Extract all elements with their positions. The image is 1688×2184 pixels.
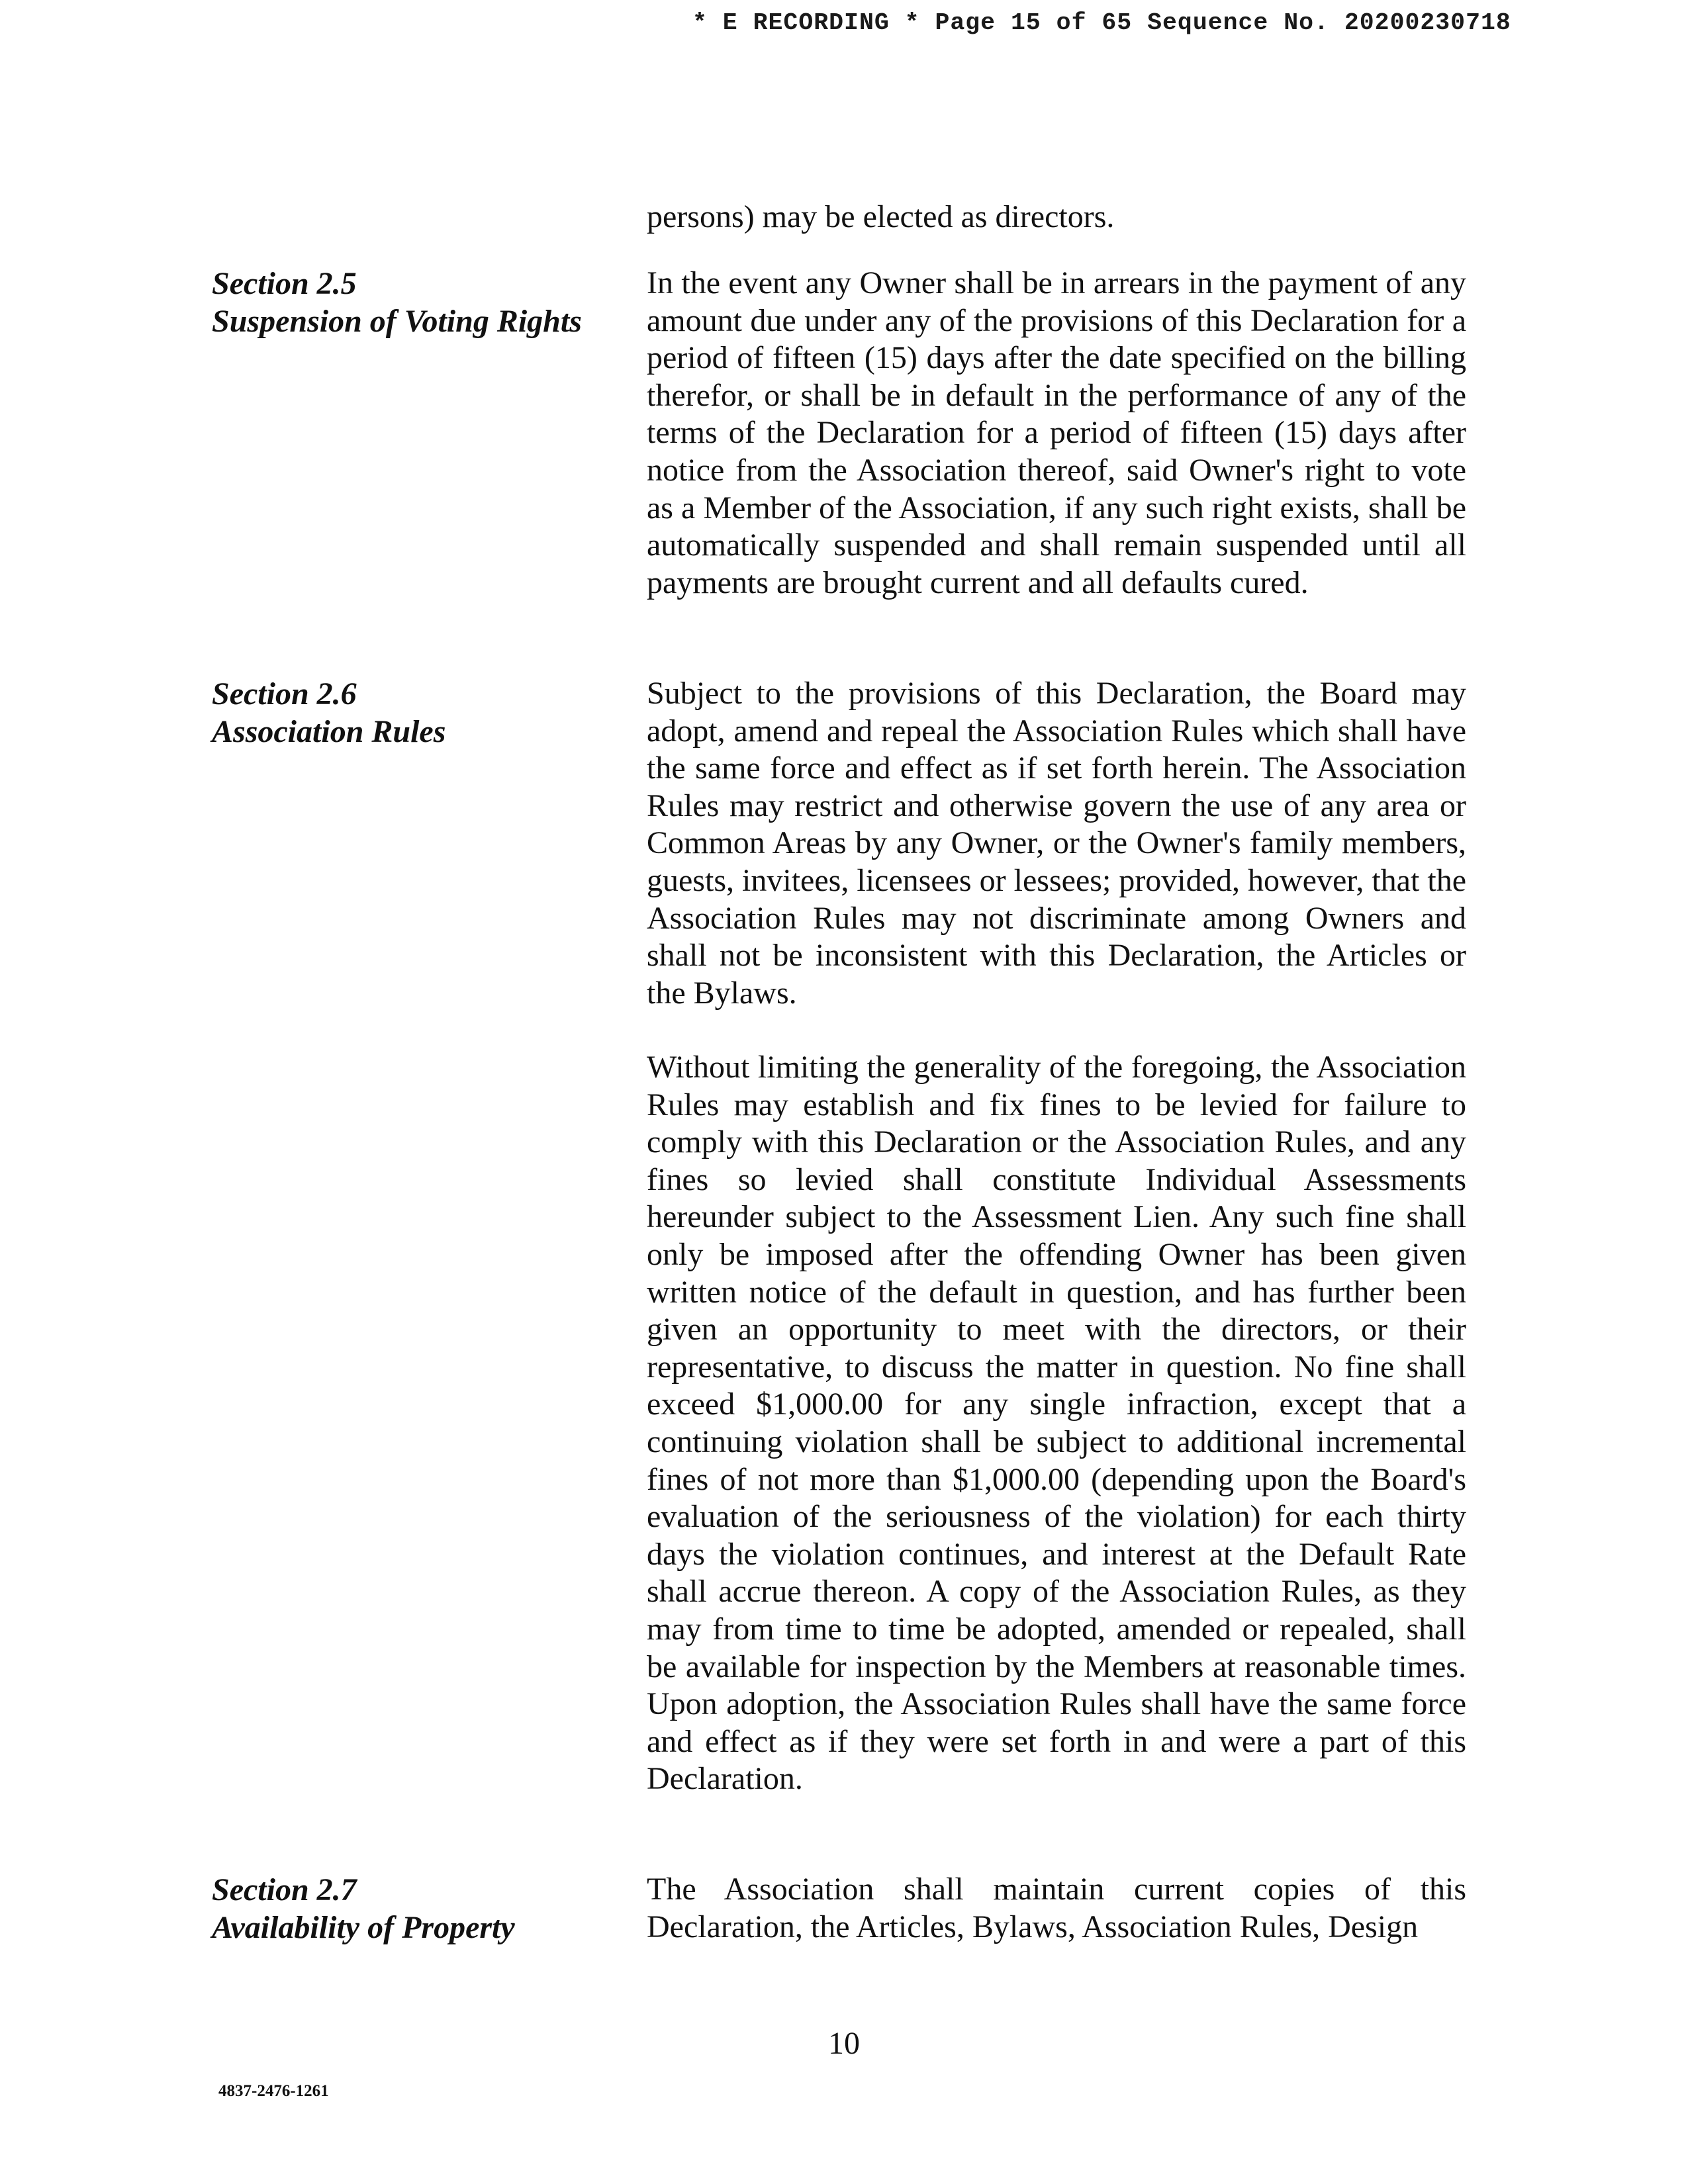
section-number: Section 2.5 [212, 266, 357, 301]
document-id: 4837-2476-1261 [218, 2082, 329, 2100]
continuation-paragraph: persons) may be elected as directors. [647, 199, 1115, 234]
section-heading [212, 675, 622, 751]
recording-header: * E RECORDING * Page 15 of 65 Sequence No. 20200230718 [692, 9, 1511, 36]
page-number: 10 [828, 2026, 860, 2061]
section-paragraph: Subject to the provisions of this Declaration, the Board may adopt, amend and repeal the Association Rules which shall have the same force and effect as if set forth herein. The Association Rules may restrict and otherwise govern the use of any area or Common Areas by any Owner, or the Owner's family members, guests, invitees, licensees or lessees; provided, however, that the Association Rules may not discriminate among Owners and shall not be inconsistent with this Declaration, the Articles or the Bylaws. [647, 676, 1466, 1011]
section-paragraph: The Association shall maintain current copies of this Declaration, the Articles, Bylaws, Association Rules, Design [647, 1872, 1466, 1944]
section-paragraph: In the event any Owner shall be in arrears in the payment of any amount due under any of the provisions of this Declaration for a period of fifteen (15) days after the date specified on the billing therefor, or shall be in default in the performance of any of the terms of the Declaration for a period of fifteen (15) days after notice from the Association thereof, said Owner's right to vote as a Member of the Association, if any such right exists, shall be automatically suspended and shall remain suspended until all payments are brought current and all defaults cured. [647, 265, 1466, 600]
section-number: Section 2.6 [212, 676, 357, 711]
section-title: Availability of Property [212, 1910, 515, 1945]
section-heading [212, 265, 622, 340]
section-heading [212, 1871, 622, 1946]
section-title: Suspension of Voting Rights [212, 304, 582, 339]
section-title: Association Rules [212, 714, 446, 749]
section-number: Section 2.7 [212, 1872, 357, 1907]
section-paragraph: Without limiting the generality of the foregoing, the Association Rules may establish and fix fines to be levied for failure to comply with this Declaration or the Association Rules, and any fines so levied shall constitute Individual Assessments hereunder subject to the Assessment Lien. Any such fine shall only be imposed after the offending Owner has been given written notice of the default in question, and has further been given an opportunity to meet with the directors, or their representative, to discuss the matter in question. No fine shall exceed $1,000.00 for any single infraction, except that a continuing violation shall be subject to additional incremental fines of not more than $1,000.00 (depending upon the Board's evaluation of the seriousness of the violation) for each thirty days the violation continues, and interest at the Default Rate shall accrue thereon. A copy of the Association Rules, as they may from time to time be adopted, amended or repealed, shall be available for inspection by the Members at reasonable times. Upon adoption, the Association Rules shall have the same force and effect as if they were set forth in and were a part of this Declaration. [647, 1050, 1466, 1797]
